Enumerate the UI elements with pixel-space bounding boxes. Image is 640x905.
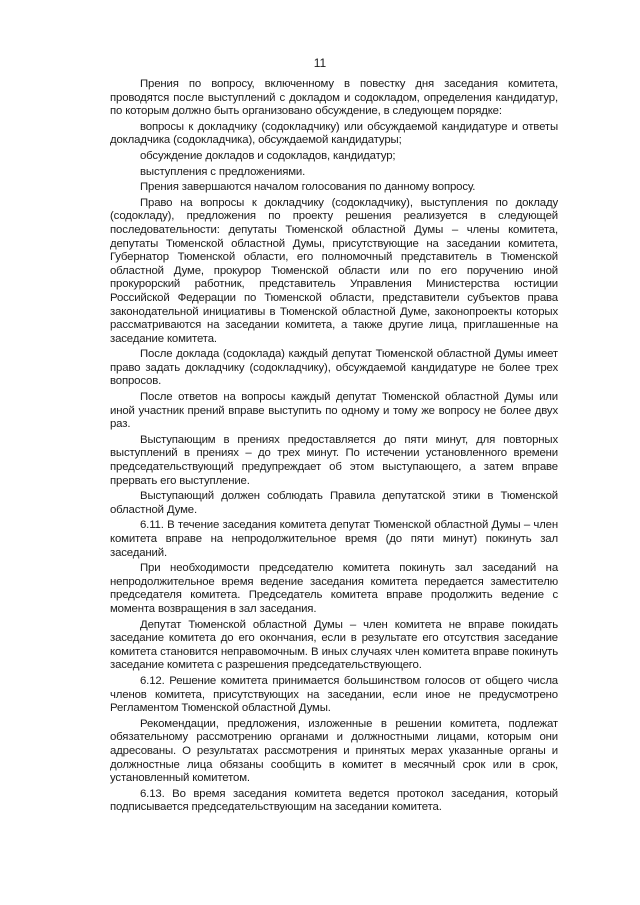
list-item-proposals: выступления с предложениями. [140,165,306,178]
paragraph-6-13: 6.13. Во время заседания комитета ведется протокол заседания, который подписывается председательствующим на заседании комитета. [110,787,558,814]
list-item-discussion: обсуждение докладов и содокладов, кандидатур; [140,149,396,162]
paragraph-question-limit: После доклада (содоклада) каждый депутат Тюменской областной Думы имеет право задать докладчику (содокладчику), обсуждаемой кандидатуре не более трех вопросов. [110,348,558,388]
paragraph-recommendations: Рекомендации, предложения, изложенные в решении комитета, подлежат обязательному рассмотрению органами и должностными лицами, которым они адресованы. О результатах рассмотрения и принятых мерах указанные органы и должностные лица обязаны сообщить в комитет в месячный срок или в срок, установленный комитетом. [110,717,558,785]
paragraph-debate-order: Прения по вопросу, включенному в повестку дня заседания комитета, проводятся после выступлений с докладом и содокладом, определения кандидатур, по которым должно быть организовано обсуждение, в следующем порядке: [110,78,558,118]
paragraph-debate-end: Прения завершаются началом голосования по данному вопросу. [140,181,476,194]
page-number: 11 [313,56,327,70]
paragraph-time-limit: Выступающим в прениях предоставляется до пяти минут, для повторных выступлений в прениях – до трех минут. По истечении установленного времени председательствующий предупреждает об этом выступающего, а затем вправе прервать его выступление. [110,433,558,487]
document-body [110,78,558,817]
paragraph-6-11: 6.11. В течение заседания комитета депутат Тюменской областной Думы – член комитета вправе на непродолжительное время (до пяти минут) покинуть зал заседаний. [110,519,558,559]
paragraph-member-leave: Депутат Тюменской областной Думы – член комитета не вправе покидать заседание комитета до его окончания, если в результате его отсутствия заседание комитета становится неправомочным. В иных случаях член комитета вправе покинуть заседание комитета с разрешения председательствующего. [110,618,558,672]
paragraph-6-12: 6.12. Решение комитета принимается большинством голосов от общего числа членов комитета, присутствующих на заседании, если иное не предусмотрено Регламентом Тюменской областной Думы. [110,674,558,715]
paragraph-speech-limit: После ответов на вопросы каждый депутат Тюменской областной Думы или иной участник прений вправе выступить по одному и тому же вопросу не более двух раз. [110,391,558,431]
list-item-questions: вопросы к докладчику (содокладчику) или обсуждаемой кандидатуре и ответы докладчика (содокладчика), обсуждаемой кандидатуры; [110,120,558,147]
paragraph-chair-leave: При необходимости председателю комитета покинуть зал заседаний на непродолжительное время ведение заседания комитета передается заместителю председателя комитета. Председатель комитета вправе продолжить ведение с момента возвращения в зал заседания. [110,562,558,615]
paragraph-ethics: Выступающий должен соблюдать Правила депутатской этики в Тюменской областной Думе. [110,490,558,516]
paragraph-speaking-order: Право на вопросы к докладчику (содокладчику), выступления по докладу (содокладу), предложения по проекту решения реализуется в следующей последовательности: депутаты Тюменской областной Думы – члены комитета, депутаты Тюменской областной Думы, присутствующие на заседании комитета, Губернатор Тюменской области, его полномочный представитель в Тюменской областной Думе, прокурор Тюменской области или по его поручению иной прокурорский работник, представитель Управления Министерства юстиции Российской Федерации по Тюменской области, представители субъектов права законодательной инициативы в Тюменской областной Думе, законопроекты которых рассматриваются на заседании комитета, а также другие лица, приглашенные на заседание комитета. [110,196,558,345]
